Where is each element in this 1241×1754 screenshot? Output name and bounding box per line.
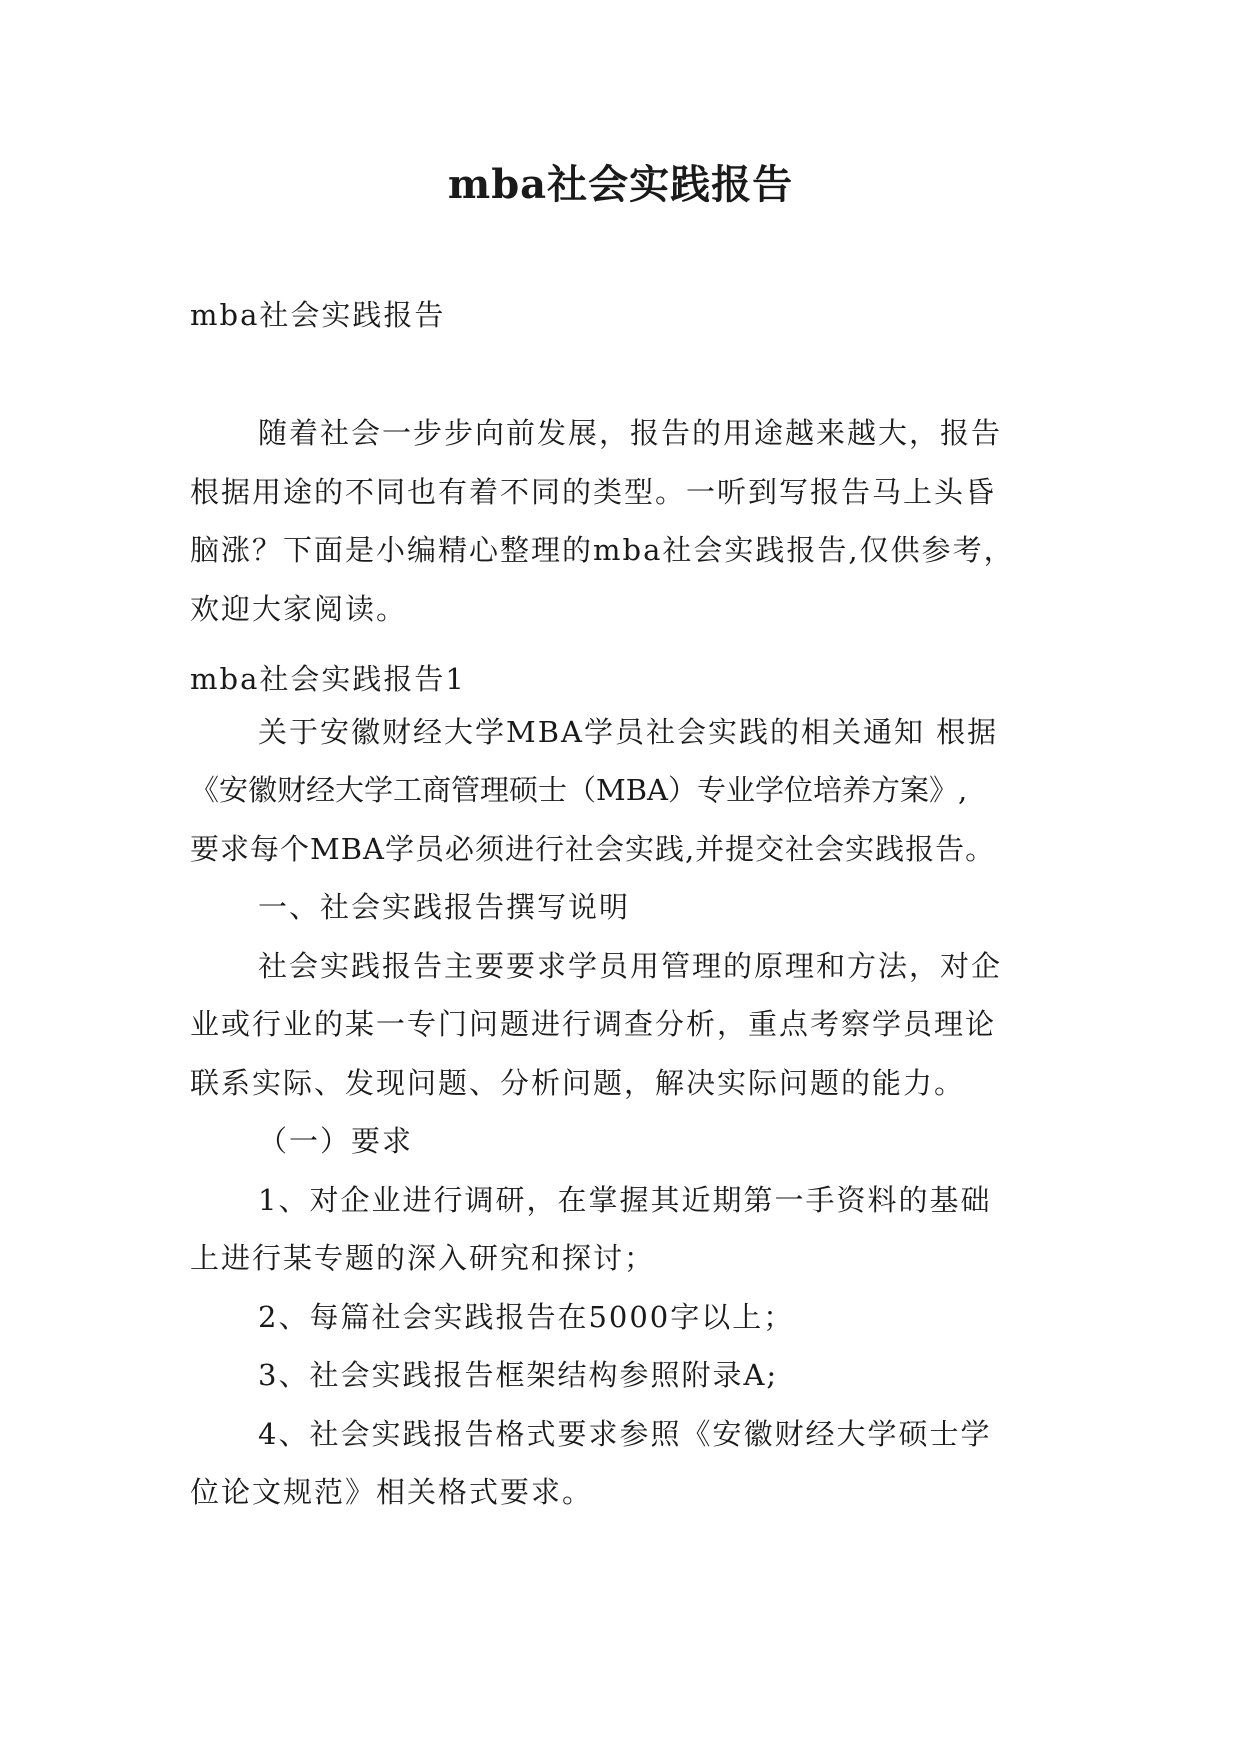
intro-line: 根据用途的不同也有着不同的类型。一听到写报告马上头昏 — [190, 474, 997, 509]
section-line: （一）要求 — [258, 1124, 414, 1158]
section-line: 业或行业的某一专门问题进行调查分析，重点考察学员理论 — [190, 1007, 997, 1041]
intro-line: 欢迎大家阅读。 — [190, 591, 408, 626]
section-line: 社会实践报告主要要求学员用管理的原理和方法，对企 — [258, 948, 1003, 983]
intro-paragraph — [190, 404, 1070, 638]
section-line: 联系实际、发现问题、分析问题，解决实际问题的能力。 — [190, 1065, 966, 1100]
section-line: 一、社会实践报告撰写说明 — [258, 890, 631, 924]
document-title: mba社会实践报告 — [447, 161, 794, 208]
section-line: 1、对企业进行调研，在掌握其近期第一手资料的基础 — [258, 1182, 992, 1217]
section-line: 上进行某专题的深入研究和探讨； — [190, 1241, 656, 1275]
section-line: 3、社会实践报告框架结构参照附录A; — [258, 1358, 779, 1392]
document-subtitle: mba社会实践报告 — [190, 298, 446, 332]
section-line: 《安徽财经大学工商管理硕士（MBA）专业学位培养方案》, — [190, 773, 968, 807]
section-line: 位论文规范》相关格式要求。 — [190, 1475, 594, 1509]
section-line: 关于安徽财经大学MBA学员社会实践的相关通知 根据 — [258, 714, 999, 749]
intro-line: 脑涨？下面是小编精心整理的mba社会实践报告,仅供参考， — [190, 533, 1015, 567]
section-line: 4、社会实践报告格式要求参照《安徽财经大学硕士学 — [258, 1416, 992, 1451]
intro-line: 随着社会一步步向前发展，报告的用途越来越大，报告 — [258, 416, 1003, 450]
section-line: 要求每个MBA学员必须进行社会实践,并提交社会实践报告。 — [190, 831, 996, 866]
section-line: 2、每篇社会实践报告在5000字以上； — [258, 1299, 795, 1334]
section-heading: mba社会实践报告1 — [190, 662, 466, 696]
section-1 — [190, 662, 1070, 1522]
